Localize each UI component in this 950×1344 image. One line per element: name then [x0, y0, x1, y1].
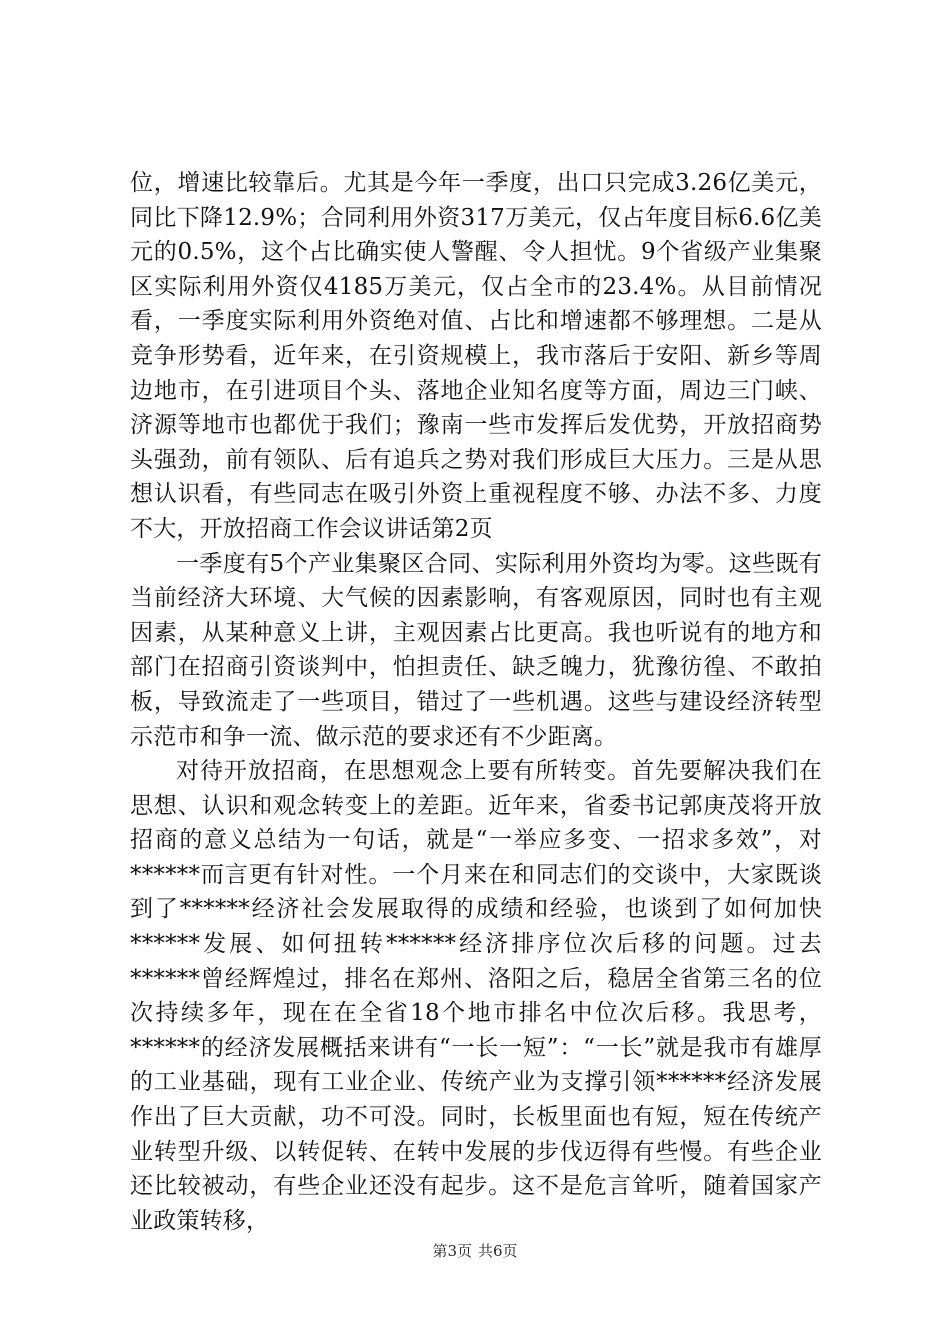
page-number: 第3页 [432, 1242, 472, 1260]
document-body [130, 166, 822, 1238]
paragraph-3: 对待开放招商，在思想观念上要有所转变。首先要解决我们在思想、认识和观念转变上的差距。近年来，省委书记郭庚茂将开放招商的意义总结为一句话，就是“一举应多变、一招求多效”，对******而言更有针对性。一个月来在和同志们的交谈中，大家既谈到了******经济社会发展取得的成绩和经验，也谈到了如何加快******发展、如何扭转******经济排序位次后移的问题。过去******曾经辉煌过，排名在郑州、洛阳之后，稳居全省第三名的位次持续多年，现在在全省18个地市排名中位次后移。我思考，******的经济发展概括来讲有“一长一短”：“一长”就是我市有雄厚的工业基础，现有工业企业、传统产业为支撑引领******经济发展作出了巨大贡献，功不可没。同时，长板里面也有短，短在传统产业转型升级、以转促转、在转中发展的步伐迈得有些慢。有些企业还比较被动，有些企业还没有起步。这不是危言耸听，随着国家产业政策转移， [130, 758, 822, 1234]
page-total: 共6页 [478, 1242, 518, 1260]
paragraph-1: 位，增速比较靠后。尤其是今年一季度，出口只完成3.26亿美元，同比下降12.9%；合同利用外资317万美元，仅占年度目标6.6亿美元的0.5%，这个占比确实使人警醒、令人担忧。9个省级产业集聚区实际利用外资仅4185万美元，仅占全市的23.4%。从目前情况看，一季度实际利用外资绝对值、占比和增速都不够理想。二是从竞争形势看，近年来，在引资规模上，我市落后于安阳、新乡等周边地市，在引进项目个头、落地企业知名度等方面，周边三门峡、济源等地市也都优于我们；豫南一些市发挥后发优势，开放招商势头强劲，前有领队、后有追兵之势对我们形成巨大压力。三是从思想认识看，有些同志在吸引外资上重视程度不够、办法不多、力度不大，开放招商工作会议讲话第2页 [130, 170, 822, 542]
page-footer [0, 1240, 950, 1261]
paragraph-2: 一季度有5个产业集聚区合同、实际利用外资均为零。这些既有当前经济大环境、大气候的因素影响，有客观原因，同时也有主观因素，从某种意义上讲，主观因素占比更高。我也听说有的地方和部门在招商引资谈判中，怕担责任、缺乏魄力，犹豫彷徨、不敢拍板，导致流走了一些项目，错过了一些机遇。这些与建设经济转型示范市和争一流、做示范的要求还有不少距离。 [130, 550, 822, 750]
